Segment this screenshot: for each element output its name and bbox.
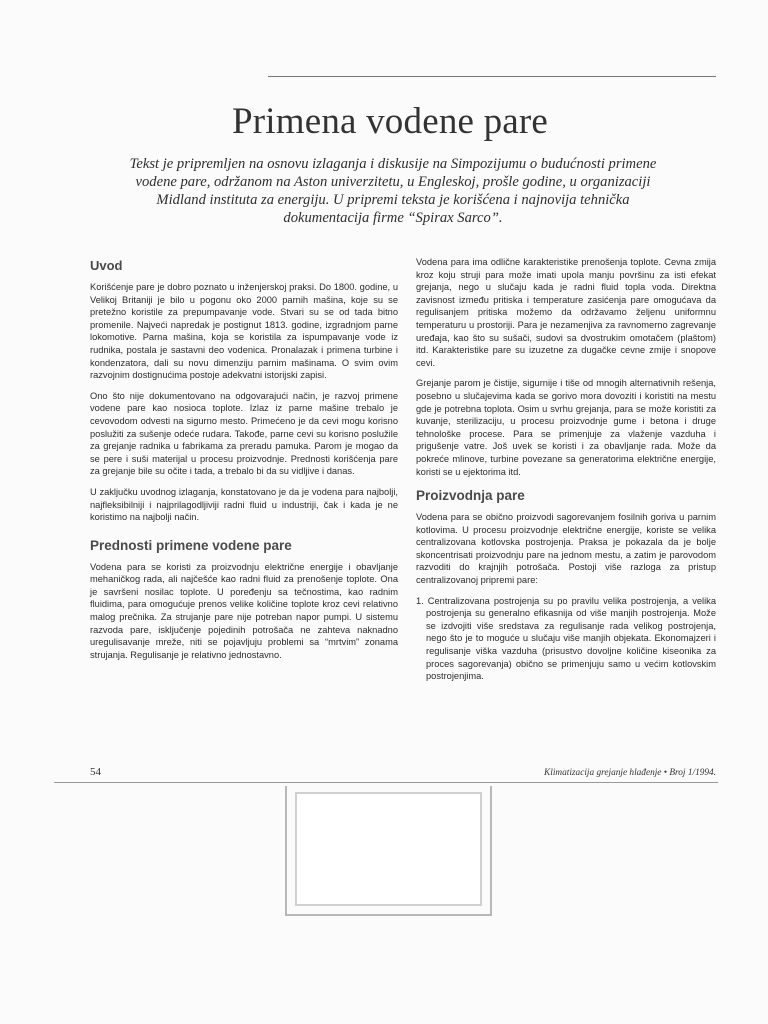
page-number: 54	[90, 766, 101, 778]
paragraph: Ono što nije dokumentovano na odgovarajući način, je razvoj primene vodene pare kao nosioca toplote. Izlaz iz parne mašine trebalo je cevovodom odvesti na sigurno mesto. Primećeno je da cevi mogu korisno poslužiti za sušenje odeće rudara. Takođe, parne cevi su korisno poslužile za grejanje radnika u fabrikama za preradu pamuka. Parom je mogao da se pere i suši materijal u procesu proizvodnje. Prednosti korišćenja pare za grejanje bile su očite i tada, a trebalo bi da su vidljive i danas.	[90, 390, 398, 477]
paragraph: U zaključku uvodnog izlaganja, konstatovano je da je vodena para najbolji, najfleksibilniji i najprilagodljiviji radni fluid u industriji, čak i kada je ne koristimo na najbolji način.	[90, 486, 398, 523]
section-heading-prednosti: Prednosti primene vodene pare	[90, 537, 292, 553]
article-lead: Tekst je pripremljen na osnovu izlaganja i diskusije na Simpozijumu o budućnosti primene vodene pare, održanom na Aston univerzitetu, u Engleskoj, prošle godine, u organizaciji Midland instituta za energiju. U pripremi teksta je korišćena i najnovija tehnička dokumentacija firme “Spirax Sarco”.	[129, 156, 657, 226]
numbered-list	[416, 595, 716, 683]
left-column	[90, 256, 398, 669]
section-heading-uvod: Uvod	[90, 258, 123, 273]
article-title: Primena vodene pare	[231, 101, 549, 142]
paragraph: Vodena para se obično proizvodi sagorevanjem fosilnih goriva u parnim kotlovima. U procesu proizvodnje električne energije, koriste se velika centralizovana kotlovska postrojenja. Praksa je pokazala da je bolje skoncentrisati proizvodnju pare na jednom mestu, a zatim je parovodom razvoditi do krajnjih potrošača. Postoji više razloga za pristup centralizovanoj pripremi pare:	[416, 512, 716, 586]
paragraph: Vodena para ima odlične karakteristike prenošenja toplote. Cevna zmija kroz koju struji para može imati upola manju površinu za isti efekat grejanja, nego u slučaju kada je radni fluid topla voda. Direktna zavisnost između pritiska i temperature zasićenja pare omogućava da regulisanjem pritiska možemo da održavamo željenu uniformnu temperaturu u prostoriji. Para je nezamenjiva za ravnomerno zagrevanje uređaja, kao što su sušači, sudovi sa dvostrukim omotačem (plaštom) itd. Karakteristike pare su izuzetne za dugačke cevne zmije i snopove cevi.	[416, 257, 716, 368]
blank-frame	[285, 786, 492, 916]
blank-frame-inner	[295, 792, 482, 906]
paragraph: Vodena para se koristi za proizvodnju električne energije i obavljanje mehaničkog rada, ali najčešće kao radni fluid za prenošenje toplote. Ona je savršeni nosilac toplote. U poređenju sa tečnostima, kao radnim fluidima, para omogućuje prenos velike količine toplote kroz cevi relativno malog prečnika. Za strujanje pare nije potreban napor pumpi. U sistemu razvoda pare, isključenje pojedinih potrošača ne zahteva naknadno uregulisavanje mreže, niti se pojavljuju problemi sa “mrtvim” zonama strujanja. Regulisanje je relativno jednostavno.	[90, 561, 398, 660]
right-column	[416, 256, 716, 683]
list-item: 1. Centralizovana postrojenja su po pravilu velika postrojenja, a velika postrojenja su generalno efikasnija od više manjih postrojenja. Može se izdvojiti više sredstava za regulisanje rada velikog postrojenja, nego što je to moguće u slučaju više manjih objekata. Ekonomajzeri i regulisanje viška vazduha (prisustvo dovoljne količine kiseonika za proces sagorevanja) obično se primenjuju samo u većim kotlovskim postrojenjima.	[416, 595, 716, 682]
top-rule	[268, 76, 716, 77]
paragraph: Grejanje parom je čistije, sigurnije i tiše od mnogih alternativnih rešenja, posebno u slučajevima kada se gorivo mora dovoziti i koristiti na mestu gde je potrebna toplota. Osim u svrhu grejanja, para se može koristiti za kuvanje, sterilizaciju, u procesu proizvodnje gume i betona i druge tehnološke procese. Para se primenjuje za vlaženje vazduha i prigušenje vatre. Još uvek se koristi i za obavljanje rada. Može da pokreće mlinove, turbine povezane sa generatorima električne energije, koristi se u ejektorima itd.	[416, 378, 716, 477]
bottom-rule	[54, 782, 718, 783]
section-heading-proizvodnja: Proizvodnja pare	[416, 488, 525, 504]
journal-footer: Klimatizacija grejanje hlađenje • Broj 1/1994.	[544, 768, 716, 778]
paragraph: Korišćenje pare je dobro poznato u inženjerskoj praksi. Do 1800. godine, u Velikoj Britaniji je bilo u pogonu oko 2000 parnih mašina, koje su se pretežno koristile za prepumpavanje vode. Stvari su se od tada bitno promenile. Najveći napredak je postignut 1813. godine, izgradnjom parne lokomotive. Parna mašina, koja se koristila za ispumpavanje vode iz rudnika, postala je sastavni deo vodenica. Pronalazak i primena turbine i kondenzatora, dali su novu dimenziju parnim mašinama. O svim ovim razvojnim dostignućima postoje adekvatni istorijski zapisi.	[90, 282, 398, 381]
